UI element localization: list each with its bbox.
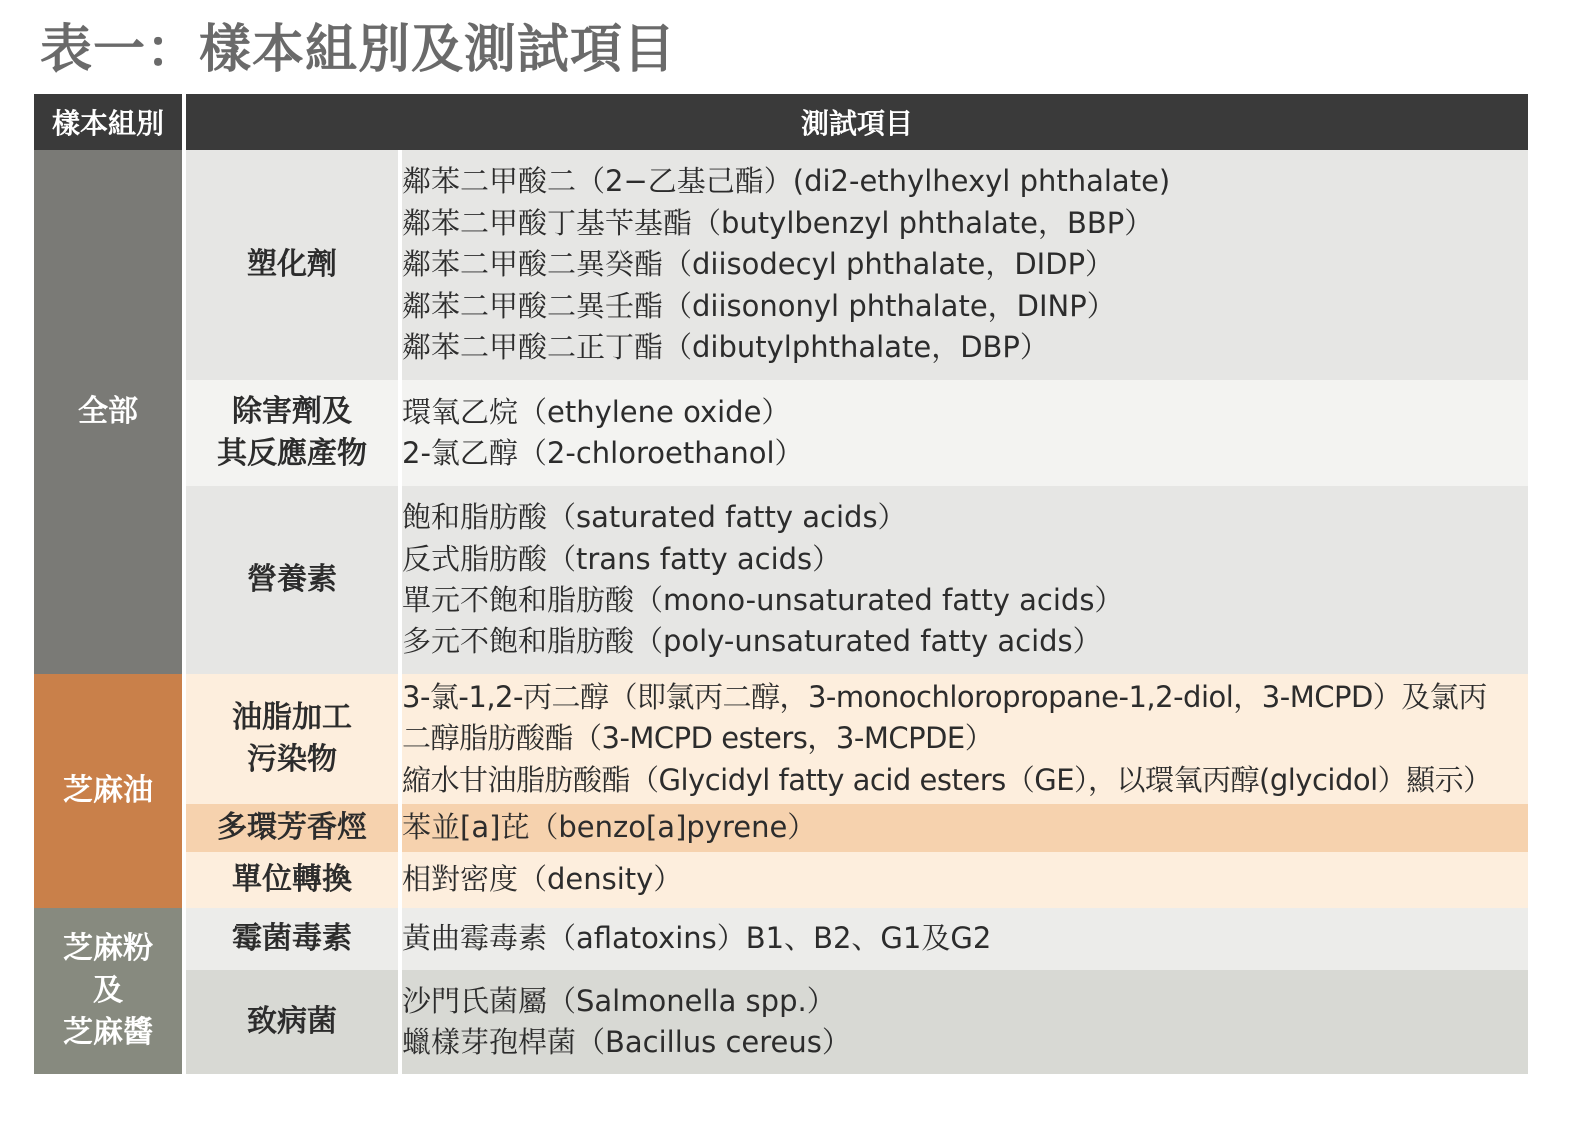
test-item: 2-氯乙醇（2-chloroethanol） (402, 436, 804, 470)
table-row (34, 380, 1528, 486)
category-label: 營養素 (247, 562, 337, 597)
category-pathogen (184, 970, 400, 1074)
table-row (34, 674, 1528, 804)
test-item: 多元不飽和脂肪酸（poly-unsaturated fatty acids） (402, 624, 1102, 659)
test-item: 黃曲霉毒素（aflatoxins）B1、B2、G1及G2 (402, 921, 992, 956)
table-row (34, 486, 1528, 674)
group-label: 芝麻油 (63, 773, 153, 808)
table-row (34, 804, 1528, 852)
items-pesticide (400, 380, 1528, 486)
category-label: 除害劑及 (232, 394, 352, 429)
table-row (34, 852, 1528, 908)
items-pah (400, 804, 1528, 852)
category-label: 致病菌 (247, 1004, 337, 1039)
group-label: 全部 (78, 394, 138, 429)
test-item: 鄰苯二甲酸丁基苄基酯（butylbenzyl phthalate，BBP） (402, 205, 1154, 240)
test-item: 飽和脂肪酸（saturated fatty acids） (402, 500, 907, 535)
category-pah (184, 804, 400, 852)
category-unit-conversion (184, 852, 400, 908)
category-mycotoxin (184, 908, 400, 970)
items-mycotoxin (400, 908, 1528, 970)
category-label: 單位轉換 (232, 862, 352, 897)
test-item: 鄰苯二甲酸二異壬酯（diisononyl phthalate，DINP） (402, 288, 1116, 323)
header-test-items: 測試項目 (184, 94, 1528, 150)
group-label: 及 (93, 973, 123, 1008)
table-title: 表一：樣本組別及測試項目 (40, 20, 677, 80)
header-sample-group: 樣本組別 (34, 94, 184, 150)
category-label: 污染物 (247, 742, 337, 777)
category-label: 油脂加工 (232, 700, 352, 735)
test-item: 反式脂肪酸（trans fatty acids） (402, 541, 842, 576)
group-cell-sesame-oil (34, 674, 184, 908)
test-item: 相對密度（density） (402, 862, 683, 897)
table-row (34, 150, 1528, 380)
items-nutrient (400, 486, 1528, 674)
items-oil-processing-contaminant (400, 674, 1528, 804)
items-pathogen (400, 970, 1528, 1074)
items-plasticizer (400, 150, 1528, 380)
test-item: 鄰苯二甲酸二正丁酯（dibutylphthalate，DBP） (402, 330, 1049, 365)
sample-test-table (34, 94, 1528, 1074)
items-unit-conversion (400, 852, 1528, 908)
category-nutrient (184, 486, 400, 674)
test-item: 蠟樣芽孢桿菌（Bacillus cereus） (402, 1025, 851, 1059)
test-item: 苯並[a]芘（benzo[a]pyrene） (402, 810, 817, 845)
test-item: 鄰苯二甲酸二異癸酯（diisodecyl phthalate，DIDP） (402, 247, 1115, 282)
table-row (34, 970, 1528, 1074)
group-label: 芝麻粉 (63, 931, 153, 966)
test-item: 沙門氏菌屬（Salmonella spp.） (402, 983, 836, 1018)
category-label: 多環芳香烴 (217, 810, 367, 845)
category-oil-processing-contaminant (184, 674, 400, 804)
category-label: 其反應產物 (217, 436, 367, 471)
test-item: 單元不飽和脂肪酸（mono-unsaturated fatty acids） (402, 583, 1124, 617)
category-label: 霉菌毒素 (232, 921, 352, 956)
group-cell-all (34, 150, 184, 674)
category-plasticizer (184, 150, 400, 380)
group-cell-sesame-powder-paste (34, 908, 184, 1074)
test-item: 縮水甘油脂肪酸酯（Glycidyl fatty acid esters（GE），以環氧丙醇(glycidol）顯示） (402, 762, 1492, 797)
test-item: 二醇脂肪酸酯（3-MCPD esters，3-MCPDE） (402, 721, 994, 756)
test-item: 鄰苯二甲酸二（2−乙基己酯）(di2-ethylhexyl phthalate) (402, 164, 1171, 199)
header-row (34, 94, 1528, 150)
category-pesticide (184, 380, 400, 486)
test-item: 環氧乙烷（ethylene oxide） (402, 394, 791, 429)
test-item: 3-氯-1,2-丙二醇（即氯丙二醇，3-monochloropropane-1,2-diol，3-MCPD）及氯丙 (402, 679, 1487, 714)
table-row (34, 908, 1528, 970)
category-label: 塑化劑 (247, 247, 337, 282)
group-label: 芝麻醬 (63, 1015, 153, 1050)
